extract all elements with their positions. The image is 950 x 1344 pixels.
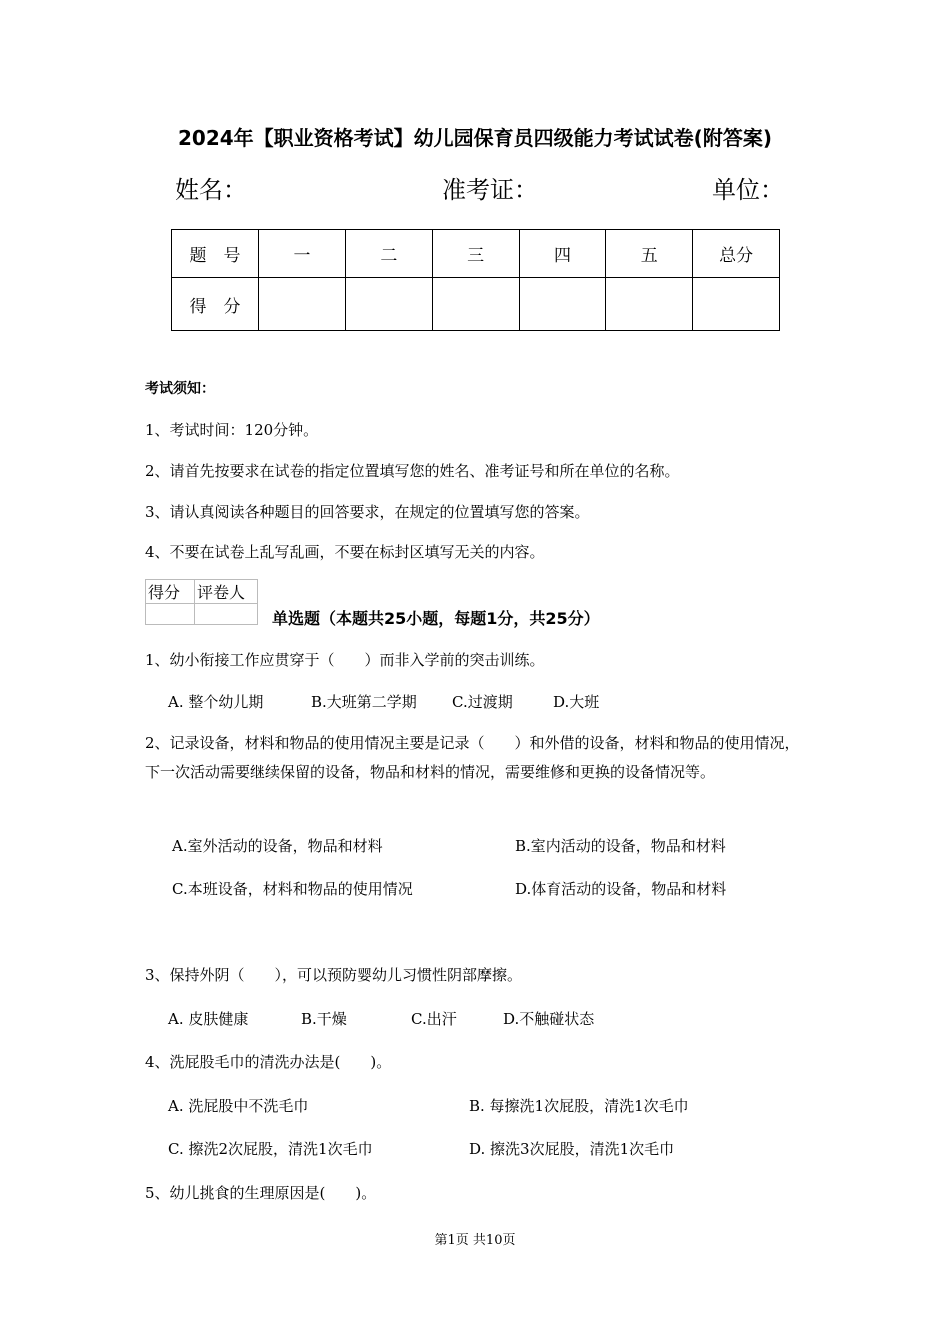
score-header-cell: 五 bbox=[606, 230, 693, 278]
notice-heading: 考试须知： bbox=[145, 381, 215, 397]
question-option: B.大班第二学期 bbox=[311, 693, 417, 711]
page-footer: 第1页 共10页 bbox=[434, 1233, 516, 1248]
question-option: A. 皮肤健康 bbox=[168, 1010, 249, 1028]
question-text: 5、幼儿挑食的生理原因是( )。 bbox=[145, 1184, 377, 1202]
notice-item: 3、请认真阅读各种题目的回答要求，在规定的位置填写您的答案。 bbox=[145, 503, 590, 521]
question-text: 4、洗屁股毛巾的清洗办法是( )。 bbox=[145, 1053, 392, 1071]
score-table-header-row bbox=[172, 230, 780, 278]
section-title: 单选题（本题共25小题，每题1分，共25分） bbox=[272, 609, 600, 628]
score-header-cell: 四 bbox=[519, 230, 606, 278]
question-option: B. 每擦洗1次屁股，清洗1次毛巾 bbox=[469, 1097, 689, 1115]
question-option: A.室外活动的设备，物品和材料 bbox=[172, 837, 383, 855]
grader-score-label: 得分 bbox=[146, 580, 195, 604]
question-option: C. 擦洗2次屁股，清洗1次毛巾 bbox=[168, 1140, 373, 1158]
score-header-cell: 题 号 bbox=[172, 230, 259, 278]
grader-name-label: 评卷人 bbox=[195, 580, 258, 604]
grader-score-cell bbox=[146, 604, 195, 625]
question-option: D.不触碰状态 bbox=[503, 1010, 595, 1028]
score-header-cell: 一 bbox=[259, 230, 346, 278]
question-text: 3、保持外阴（ ），可以预防婴幼儿习惯性阴部摩擦。 bbox=[145, 966, 523, 984]
candidate-fields bbox=[0, 170, 950, 204]
score-header-cell: 二 bbox=[345, 230, 432, 278]
score-cell bbox=[519, 278, 606, 331]
question-option: D.大班 bbox=[553, 693, 600, 711]
score-cell bbox=[693, 278, 780, 331]
score-cell bbox=[259, 278, 346, 331]
score-table bbox=[171, 229, 780, 331]
question-option: C.本班设备，材料和物品的使用情况 bbox=[172, 880, 413, 898]
grader-name-cell bbox=[195, 604, 258, 625]
score-cell bbox=[432, 278, 519, 331]
question-text: 2、记录设备，材料和物品的使用情况主要是记录（ ）和外借的设备，材料和物品的使用情况，下一次活动需要继续保留的设备，物品和材料的情况，需要维修和更换的设备情况等。 bbox=[145, 734, 800, 781]
question-option: A. 洗屁股中不洗毛巾 bbox=[168, 1097, 309, 1115]
question-option: D.体育活动的设备，物品和材料 bbox=[515, 880, 727, 898]
score-row-label: 得 分 bbox=[172, 278, 259, 331]
score-header-cell: 总分 bbox=[693, 230, 780, 278]
question-option: C.出汗 bbox=[411, 1010, 457, 1028]
question-option: B.室内活动的设备，物品和材料 bbox=[515, 837, 726, 855]
score-table-score-row bbox=[172, 278, 780, 331]
question-text: 1、幼小衔接工作应贯穿于（ ）而非入学前的突击训练。 bbox=[145, 651, 545, 669]
notice-item: 4、不要在试卷上乱写乱画，不要在标封区填写无关的内容。 bbox=[145, 543, 545, 561]
exam-number-field-label: 准考证： bbox=[442, 176, 538, 204]
score-header-cell: 三 bbox=[432, 230, 519, 278]
question-option: D. 擦洗3次屁股，清洗1次毛巾 bbox=[469, 1140, 675, 1158]
unit-field-label: 单位： bbox=[712, 176, 784, 204]
grader-box bbox=[145, 579, 258, 625]
name-field-label: 姓名： bbox=[175, 176, 247, 204]
notice-item: 1、考试时间：120分钟。 bbox=[145, 421, 319, 439]
page-title: 2024年【职业资格考试】幼儿园保育员四级能力考试试卷(附答案) bbox=[178, 126, 772, 150]
notice-item: 2、请首先按要求在试卷的指定位置填写您的姓名、准考证号和所在单位的名称。 bbox=[145, 462, 680, 480]
score-cell bbox=[345, 278, 432, 331]
question-option: A. 整个幼儿期 bbox=[168, 693, 264, 711]
score-cell bbox=[606, 278, 693, 331]
question-option: C.过渡期 bbox=[452, 693, 513, 711]
question-option: B.干燥 bbox=[301, 1010, 347, 1028]
